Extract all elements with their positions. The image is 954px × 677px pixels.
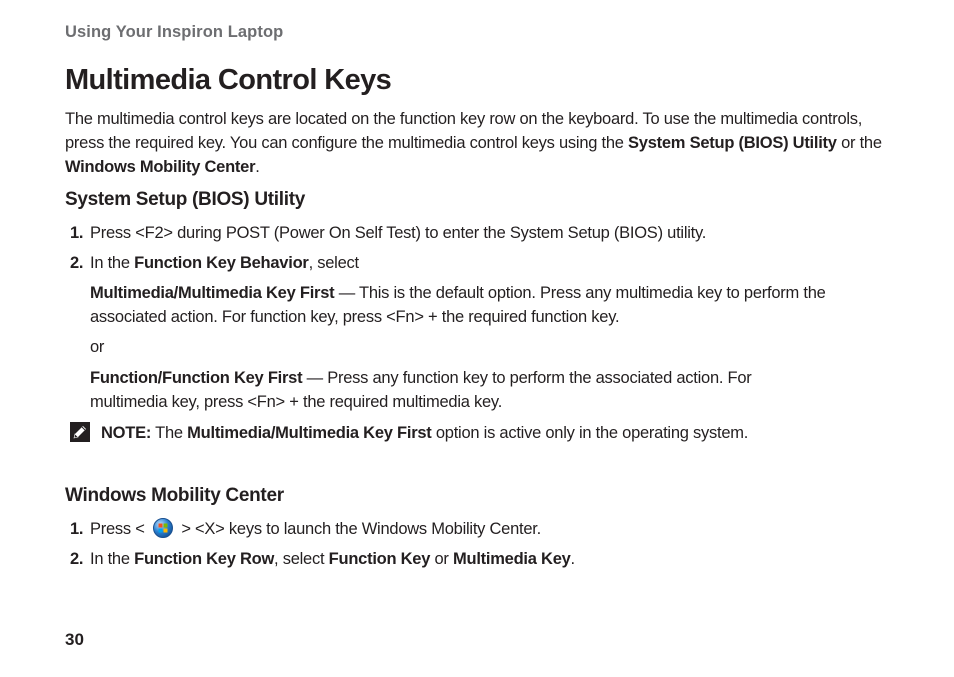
- step-bold-term: Multimedia Key: [453, 550, 571, 568]
- step-text: In the: [90, 254, 135, 272]
- note-bold-term: Multimedia/Multimedia Key First: [187, 424, 432, 442]
- bios-step-1: [70, 221, 706, 245]
- bios-step-2: [70, 251, 359, 275]
- page-number: 30: [65, 630, 84, 649]
- intro-text: or the: [836, 134, 882, 152]
- section-heading-bios: System Setup (BIOS) Utility: [65, 189, 305, 210]
- running-head: Using Your Inspiron Laptop: [65, 23, 284, 41]
- step-number: 1.: [70, 520, 84, 538]
- bios-option-function-first: [90, 366, 810, 414]
- option-term: Function/Function Key First: [90, 369, 303, 387]
- note-text: option is active only in the operating system.: [431, 424, 749, 442]
- step-text: > <X> keys to launch the Windows Mobility Center.: [176, 520, 541, 538]
- step-text: .: [570, 550, 575, 568]
- intro-paragraph: [65, 107, 885, 179]
- wmc-step-2: [70, 547, 575, 571]
- step-number: 1.: [70, 224, 84, 242]
- note-label: NOTE:: [101, 424, 152, 442]
- note-text: The: [151, 424, 188, 442]
- bios-or: or: [90, 338, 105, 356]
- intro-bios-term: System Setup (BIOS) Utility: [628, 134, 837, 152]
- step-number: 2.: [70, 254, 84, 272]
- step-text: , select: [308, 254, 359, 272]
- windows-logo-icon: [153, 518, 173, 538]
- step-bold-term: Function Key Behavior: [134, 254, 309, 272]
- section-heading-wmc: Windows Mobility Center: [65, 485, 284, 506]
- step-text: , select: [274, 550, 329, 568]
- intro-wmc-term: Windows Mobility Center: [65, 158, 256, 176]
- step-number: 2.: [70, 550, 84, 568]
- option-term: Multimedia/Multimedia Key First: [90, 284, 335, 302]
- step-text: Press <: [90, 520, 149, 538]
- wmc-step-1: [70, 517, 541, 541]
- intro-text: .: [255, 158, 260, 176]
- page-title: Multimedia Control Keys: [65, 64, 392, 96]
- note-pencil-icon: [70, 422, 90, 442]
- option-text: — Press any function key to perform the associated action. For multimedia key, press <Fn> + the required multimedia key.: [90, 369, 752, 411]
- step-bold-term: Function Key: [328, 550, 431, 568]
- step-text: Press <F2> during POST (Power On Self Test) to enter the System Setup (BIOS) utility.: [90, 224, 707, 242]
- step-text: In the: [90, 550, 135, 568]
- step-bold-term: Function Key Row: [134, 550, 275, 568]
- note: [70, 421, 748, 445]
- step-text: or: [430, 550, 454, 568]
- option-text: — This is the default option. Press any multimedia key to perform the associated action. For function key, press <Fn> + the required function key.: [90, 284, 826, 326]
- bios-option-multimedia-first: [90, 281, 830, 329]
- intro-text: The multimedia control keys are located on the function key row on the keyboard. To use the multimedia controls, press the required key. You can configure the multimedia control keys using the: [65, 110, 863, 152]
